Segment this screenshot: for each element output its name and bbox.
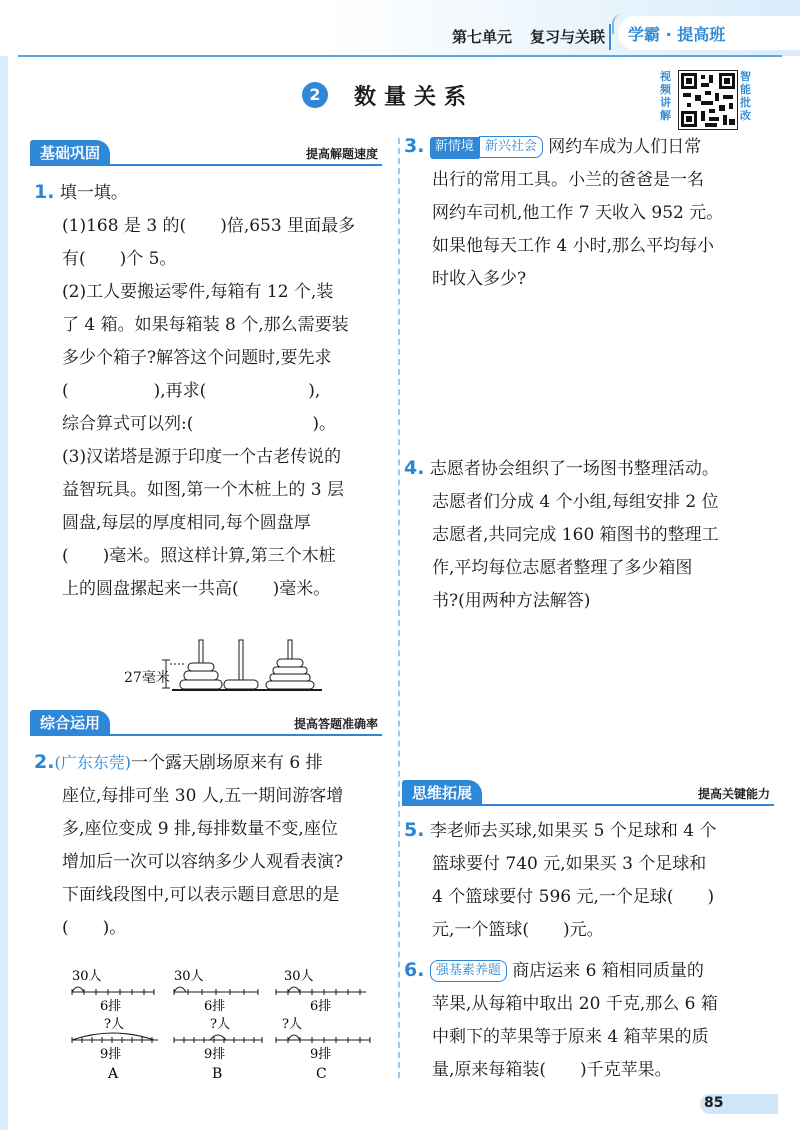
section-expand-subtitle: 提高关键能力 (697, 787, 770, 801)
q1-line: (3)汉诺塔是源于印度一个古老传说的 (62, 447, 342, 467)
header-divider (609, 24, 611, 50)
header-unit: 第七单元 (452, 28, 513, 46)
question-2 (34, 746, 394, 945)
q3-chip-society: 新兴社会 (479, 136, 543, 158)
section-basic (30, 140, 382, 166)
q2-line: 下面线段图中,可以表示题目意思的是 (62, 885, 340, 905)
diagram-a-top: 30人 (72, 969, 102, 984)
q2-line: ( )。 (62, 918, 127, 938)
q4-line: 书?(用两种方法解答) (432, 591, 591, 611)
q1-line: ( )毫米。照这样计算,第三个木桩 (62, 546, 336, 566)
diagram-option-c (276, 969, 370, 1082)
header-section: 复习与关联 (530, 28, 606, 46)
header-brand: 学霸 · 提高班 (618, 16, 800, 50)
section-basic-subtitle: 提高解题速度 (305, 147, 378, 161)
q2-number: 2. (34, 751, 55, 773)
q2-line: 座位,每排可坐 30 人,五一期间游客增 (62, 786, 344, 806)
section-expand (402, 780, 774, 806)
qr-right-label: 智能批改 (740, 70, 751, 122)
diagram-c-letter: C (316, 1066, 327, 1082)
q1-line: 圆盘,每层的厚度相同,每个圆盘厚 (62, 513, 311, 533)
hanoi-height-label: 27毫米 (124, 670, 170, 686)
q1-lead: 填一填。 (59, 183, 128, 203)
q1-line: ( ),再求( ), (62, 381, 321, 401)
question-4 (404, 452, 784, 618)
q1-line: 有( )个 5。 (62, 249, 177, 269)
q1-line: 综合算式可以列:( )。 (62, 414, 336, 434)
page-edge-stripe (0, 0, 8, 1130)
section-apply-tag: 综合运用 (30, 710, 110, 736)
segment-diagrams (66, 966, 386, 1088)
q5-line: 李老师去买球,如果买 5 个足球和 4 个 (429, 821, 717, 841)
q2-line: 多,座位变成 9 排,每排数量不变,座位 (62, 819, 338, 839)
page-number: 85 (704, 1095, 724, 1111)
q4-line: 志愿者们分成 4 个小组,每组安排 2 位 (432, 492, 719, 512)
q3-line: 如果他每天工作 4 小时,那么平均每小 (432, 236, 715, 256)
q6-line: 苹果,从每箱中取出 20 千克,那么 6 箱 (432, 994, 718, 1014)
q1-line: 上的圆盘摞起来一共高( )毫米。 (62, 579, 331, 599)
question-6 (404, 954, 784, 1087)
section-apply-subtitle: 提高答题准确率 (293, 717, 378, 731)
diagram-option-a (72, 969, 158, 1082)
lesson-title: 数量关系 (354, 85, 475, 110)
q3-number: 3. (404, 135, 425, 157)
diagram-a-bot: 9排 (100, 1047, 122, 1062)
q2-line: 一个露天剧场原来有 6 排 (130, 753, 323, 773)
diagram-b-mid: 6排 (204, 999, 226, 1014)
q6-chip: 强基素养题 (430, 960, 507, 982)
lesson-number-badge: 2 (302, 82, 328, 108)
diagram-b-top: 30人 (174, 969, 204, 984)
q1-line: 了 4 箱。如果每箱装 8 个,那么需要装 (62, 315, 349, 335)
q3-line: 出行的常用工具。小兰的爸爸是一名 (432, 170, 704, 190)
q3-line: 网约车成为人们日常 (548, 137, 702, 157)
qr-code-icon (678, 70, 738, 130)
q4-line: 志愿者,共同完成 160 箱图书的整理工 (432, 525, 719, 545)
diagram-b-bot: 9排 (204, 1047, 226, 1062)
q1-line: 益智玩具。如图,第一个木桩上的 3 层 (62, 480, 345, 500)
q4-line: 作,平均每位志愿者整理了多少箱图 (432, 558, 693, 578)
q6-line: 商店运来 6 箱相同质量的 (512, 961, 704, 981)
q3-line: 时收入多少? (432, 269, 527, 289)
diagram-a-q: ?人 (104, 1017, 124, 1032)
q1-number: 1. (34, 181, 55, 203)
diagram-c-mid: 6排 (310, 999, 332, 1014)
q6-number: 6. (404, 959, 425, 981)
diagram-a-letter: A (108, 1066, 119, 1082)
diagram-c-bot: 9排 (310, 1047, 332, 1062)
section-expand-tag: 思维拓展 (402, 780, 482, 806)
q5-line: 篮球要付 740 元,如果买 3 个足球和 (432, 854, 707, 874)
q6-line: 量,原来每箱装( )千克苹果。 (432, 1060, 672, 1080)
q1-line: (1)168 是 3 的( )倍,653 里面最多 (62, 216, 356, 236)
diagram-c-top: 30人 (284, 969, 314, 984)
q2-line: 增加后一次可以容纳多少人观看表演? (62, 852, 344, 872)
q4-line: 志愿者协会组织了一场图书整理活动。 (429, 459, 719, 479)
q5-number: 5. (404, 819, 425, 841)
diagram-a-mid: 6排 (100, 999, 122, 1014)
q5-line: 4 个篮球要付 596 元,一个足球( ) (432, 887, 715, 907)
question-1 (34, 176, 394, 606)
diagram-b-letter: B (212, 1066, 223, 1082)
diagram-b-q: ?人 (210, 1017, 230, 1032)
qr-code-panel[interactable] (660, 70, 756, 132)
diagram-c-q: ?人 (282, 1017, 302, 1032)
section-basic-tag: 基础巩固 (30, 140, 110, 166)
q3-line: 网约车司机,他工作 7 天收入 952 元。 (432, 203, 724, 223)
q2-source: (广东东莞) (54, 753, 131, 772)
qr-left-label: 视频讲解 (660, 70, 671, 122)
diagram-option-b (174, 969, 262, 1082)
q1-line: 多少个箱子?解答这个问题时,要先求 (62, 348, 332, 368)
section-apply (30, 710, 382, 736)
q1-line: (2)工人要搬运零件,每箱有 12 个,装 (62, 282, 334, 302)
column-divider (398, 138, 400, 1078)
q5-line: 元,一个篮球( )元。 (432, 920, 604, 940)
q4-number: 4. (404, 457, 425, 479)
q3-chip-new-context: 新情境 (430, 137, 479, 159)
hanoi-tower-figure (120, 634, 330, 694)
q6-line: 中剩下的苹果等于原来 4 箱苹果的质 (432, 1027, 709, 1047)
question-5 (404, 814, 784, 947)
question-3 (404, 130, 784, 296)
